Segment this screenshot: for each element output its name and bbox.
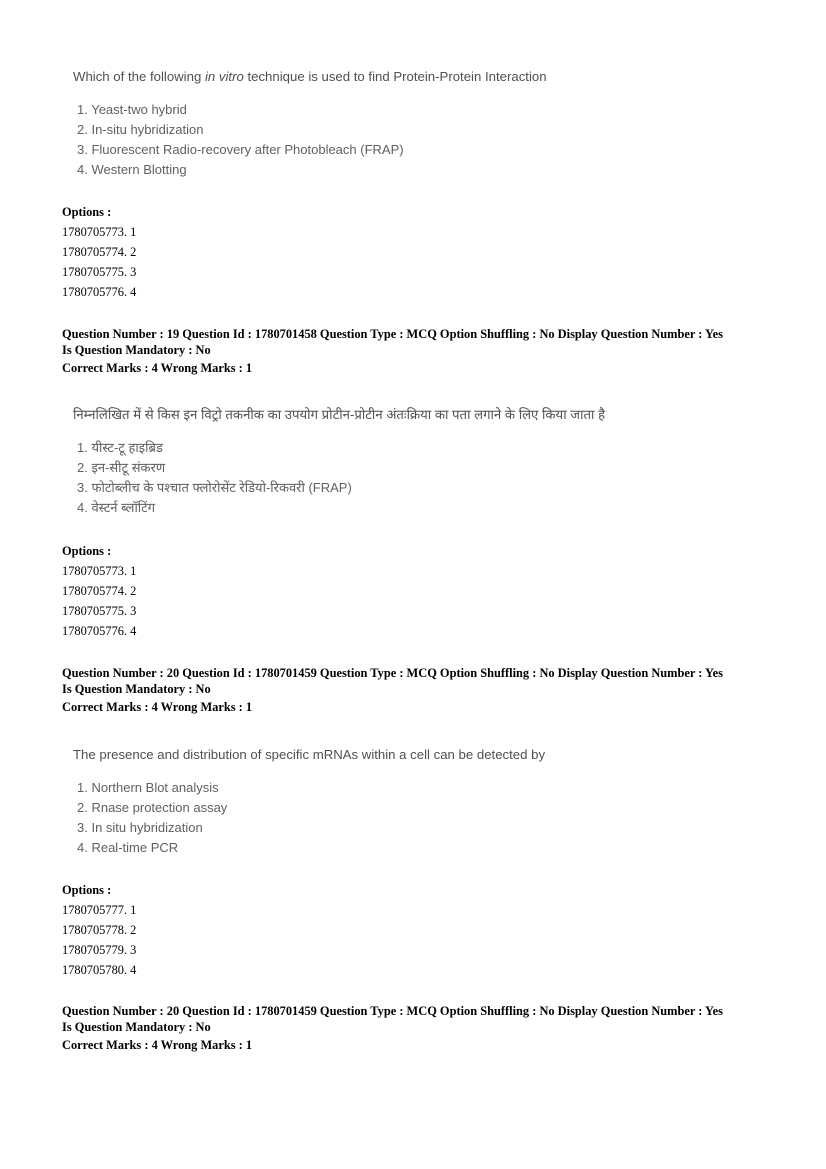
answer-list: [62, 100, 762, 180]
answer-item: 2. In-situ hybridization: [77, 122, 204, 137]
answer-item: 1. Yeast-two hybrid: [77, 102, 187, 117]
options-header: Options :: [62, 544, 112, 558]
stem-text-italic: in vitro: [204, 69, 244, 84]
answer-item: 3. In situ hybridization: [77, 820, 203, 835]
question-meta: [62, 665, 782, 715]
option-row: 1780705778. 2: [62, 923, 137, 937]
stem-text: निम्नलिखित में से किस इन विट्रो तकनीक का उपयोग प्रोटीन-प्रोटीन अंतःक्रिया का पता लगाने के लिए किया जाता है: [73, 407, 606, 422]
answer-list: [62, 778, 762, 858]
question-meta: [62, 1003, 782, 1053]
answer-item: 2. Rnase protection assay: [77, 800, 228, 815]
options-block: [62, 203, 136, 302]
option-row: 1780705777. 1: [62, 903, 137, 917]
options-header: Options :: [62, 205, 112, 219]
meta-line-question: Question Number : 20 Question Id : 1780701459 Question Type : MCQ Option Shuffling : No Display Question Number : Yes: [62, 1004, 723, 1018]
option-row: 1780705774. 2: [62, 584, 137, 598]
option-row: 1780705774. 2: [62, 245, 137, 259]
answer-list: [62, 438, 762, 518]
question-19-image: [62, 405, 762, 518]
answer-item: 1. Northern Blot analysis: [77, 780, 219, 795]
stem-text-before: Which of the following: [73, 69, 205, 84]
option-row: 1780705776. 4: [62, 285, 137, 299]
stem-text: The presence and distribution of specific mRNAs within a cell can be detected by: [73, 747, 546, 762]
answer-item: 4. Western Blotting: [77, 162, 187, 177]
meta-line-mandatory: Is Question Mandatory : No: [62, 1020, 211, 1034]
stem-text-after: technique is used to find Protein-Protein Interaction: [243, 69, 547, 84]
question-stem: [62, 405, 762, 425]
answer-item: 2. इन-सीटू संकरण: [77, 460, 166, 475]
meta-line-mandatory: Is Question Mandatory : No: [62, 682, 211, 696]
question-stem: [62, 745, 762, 765]
option-row: 1780705773. 1: [62, 564, 137, 578]
answer-item: 1. यीस्ट-टू हाइब्रिड: [77, 440, 163, 455]
question-stem: [62, 67, 762, 87]
option-row: 1780705773. 1: [62, 225, 137, 239]
question-18-image: [62, 67, 762, 180]
answer-item: 4. Real-time PCR: [77, 840, 179, 855]
meta-line-mandatory: Is Question Mandatory : No: [62, 343, 211, 357]
answer-item: 4. वेस्टर्न ब्लॉटिंग: [77, 500, 156, 515]
option-row: 1780705775. 3: [62, 604, 137, 618]
option-row: 1780705775. 3: [62, 265, 137, 279]
meta-line-marks: Correct Marks : 4 Wrong Marks : 1: [62, 1038, 253, 1052]
options-block: [62, 542, 136, 641]
option-row: 1780705780. 4: [62, 963, 137, 977]
options-header: Options :: [62, 883, 112, 897]
meta-line-marks: Correct Marks : 4 Wrong Marks : 1: [62, 361, 253, 375]
meta-line-question: Question Number : 20 Question Id : 1780701459 Question Type : MCQ Option Shuffling : No Display Question Number : Yes: [62, 666, 723, 680]
meta-line-marks: Correct Marks : 4 Wrong Marks : 1: [62, 700, 253, 714]
meta-line-question: Question Number : 19 Question Id : 1780701458 Question Type : MCQ Option Shuffling : No Display Question Number : Yes: [62, 327, 723, 341]
option-row: 1780705776. 4: [62, 624, 137, 638]
answer-item: 3. Fluorescent Radio-recovery after Photobleach (FRAP): [77, 142, 404, 157]
question-20-image: [62, 745, 762, 858]
question-meta: [62, 326, 782, 376]
answer-item: 3. फोटोब्लीच के पश्चात फ्लोरोसेंट रेडियो-रिकवरी (FRAP): [77, 480, 352, 495]
options-block: [62, 881, 136, 980]
option-row: 1780705779. 3: [62, 943, 137, 957]
